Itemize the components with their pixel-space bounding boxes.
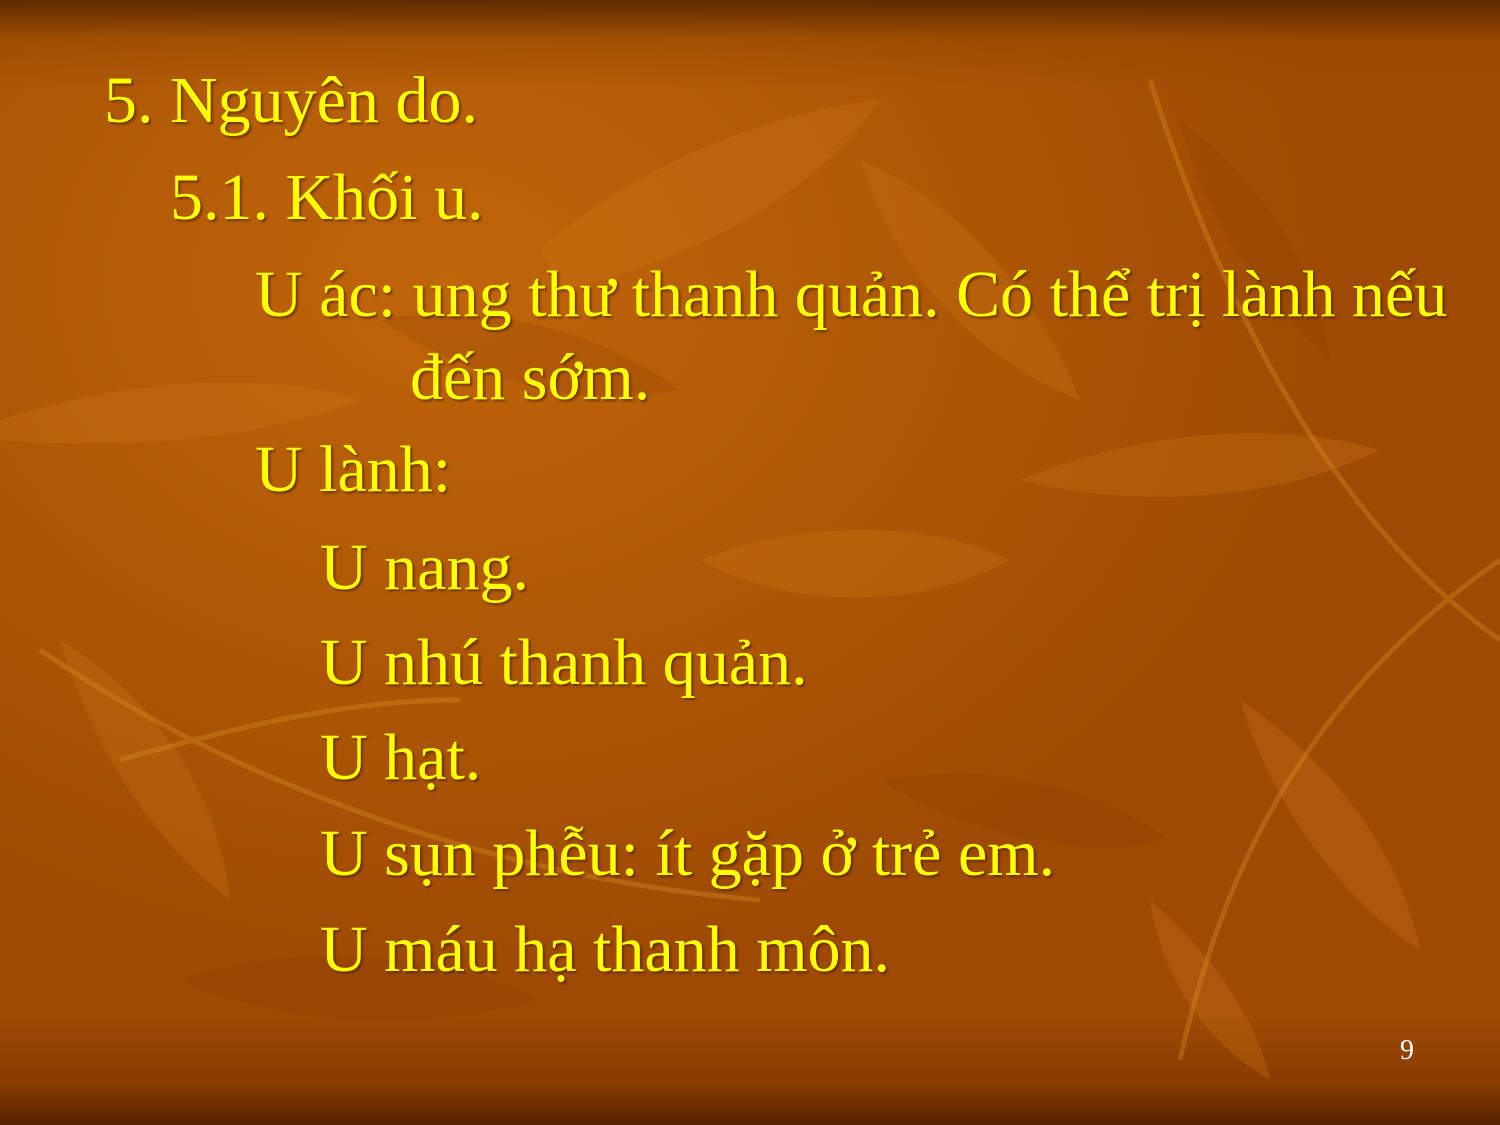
slide-subheading: 5.1. Khối u.: [170, 161, 484, 234]
malignant-tumor-line: U ác: ung thư thanh quản. Có thể trị lành nếu: [255, 258, 1448, 331]
slide-heading: 5. Nguyên do.: [104, 64, 478, 137]
benign-item: U nang.: [320, 531, 529, 604]
slide-page-number: 9: [1400, 1035, 1414, 1066]
benign-tumor-label: U lành:: [255, 433, 452, 506]
benign-item: U sụn phễu: ít gặp ở trẻ em.: [320, 817, 1056, 890]
benign-item: U máu hạ thanh môn.: [320, 913, 891, 986]
benign-item: U hạt.: [320, 721, 482, 794]
benign-item: U nhú thanh quản.: [320, 626, 808, 699]
malignant-tumor-continuation: đến sớm.: [410, 341, 651, 414]
